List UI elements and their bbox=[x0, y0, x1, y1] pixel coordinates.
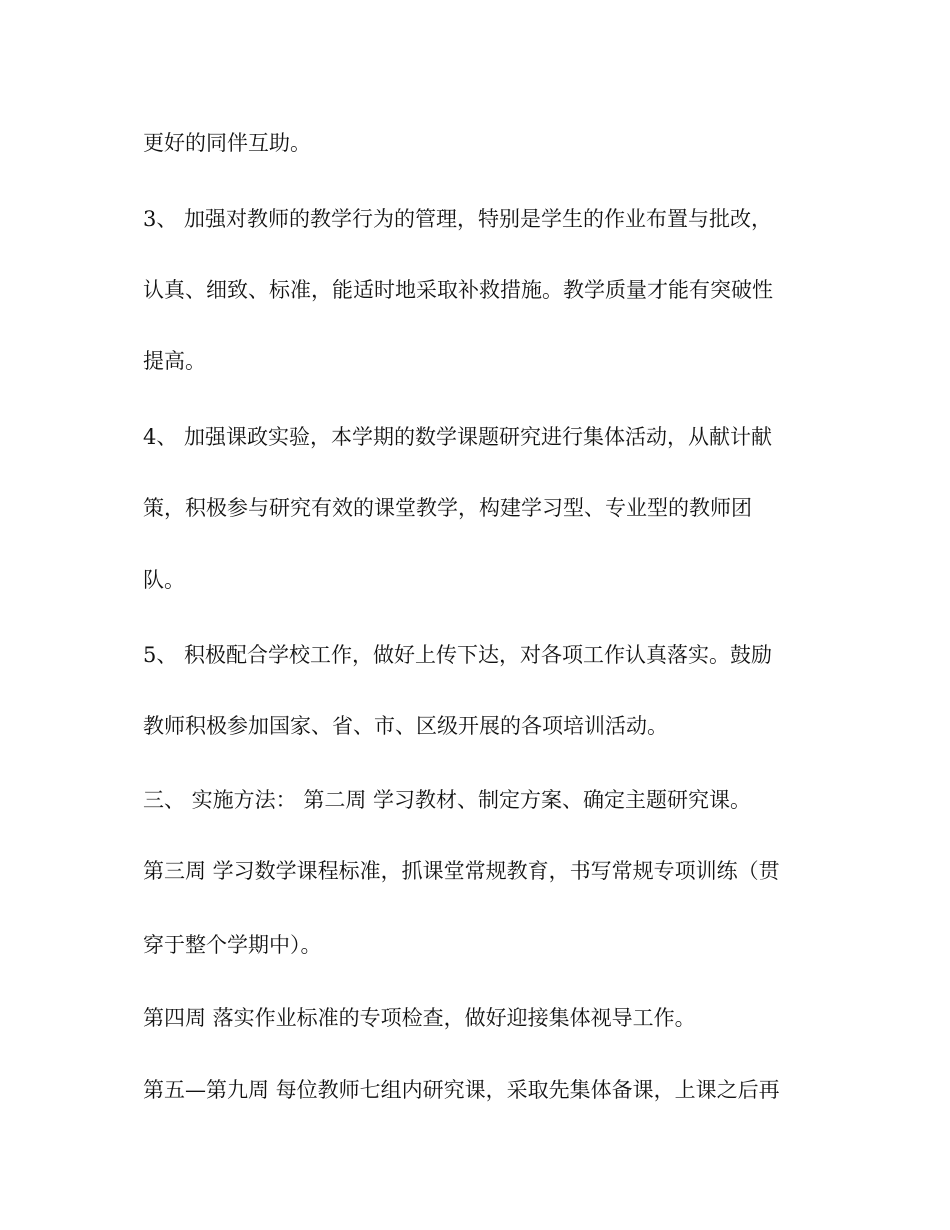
text-line: 更好的同伴互助。 bbox=[143, 131, 311, 155]
text-line: 穿于整个学期中）。 bbox=[143, 933, 322, 957]
text-line: 第五—第九周 每位教师七组内研究课，采取先集体备课，上课之后再 bbox=[143, 1078, 780, 1102]
text-line: 提高。 bbox=[143, 349, 206, 373]
text-line: 5、 积极配合学校工作，做好上传下达，对各项工作认真落实。鼓励 bbox=[143, 643, 773, 667]
text-line: 第三周 学习数学课程标准，抓课堂常规教育，书写常规专项训练（贯 bbox=[143, 859, 780, 883]
text-line: 4、 加强课政实验，本学期的数学课题研究进行集体活动，从献计献 bbox=[143, 425, 773, 449]
text-line: 队。 bbox=[143, 568, 185, 592]
text-line: 第四周 落实作业标准的专项检查，做好迎接集体视导工作。 bbox=[143, 1006, 696, 1030]
text-line: 教师积极参加国家、省、市、区级开展的各项培训活动。 bbox=[143, 714, 668, 738]
text-line: 三、 实施方法： 第二周 学习教材、制定方案、确定主题研究课。 bbox=[143, 788, 752, 812]
text-line: 策，积极参与研究有效的课堂教学，构建学习型、专业型的教师团 bbox=[143, 496, 752, 520]
text-line: 3、 加强对教师的教学行为的管理，特别是学生的作业布置与批改， bbox=[143, 207, 773, 231]
text-line: 认真、细致、标准，能适时地采取补救措施。教学质量才能有突破性 bbox=[143, 278, 773, 302]
